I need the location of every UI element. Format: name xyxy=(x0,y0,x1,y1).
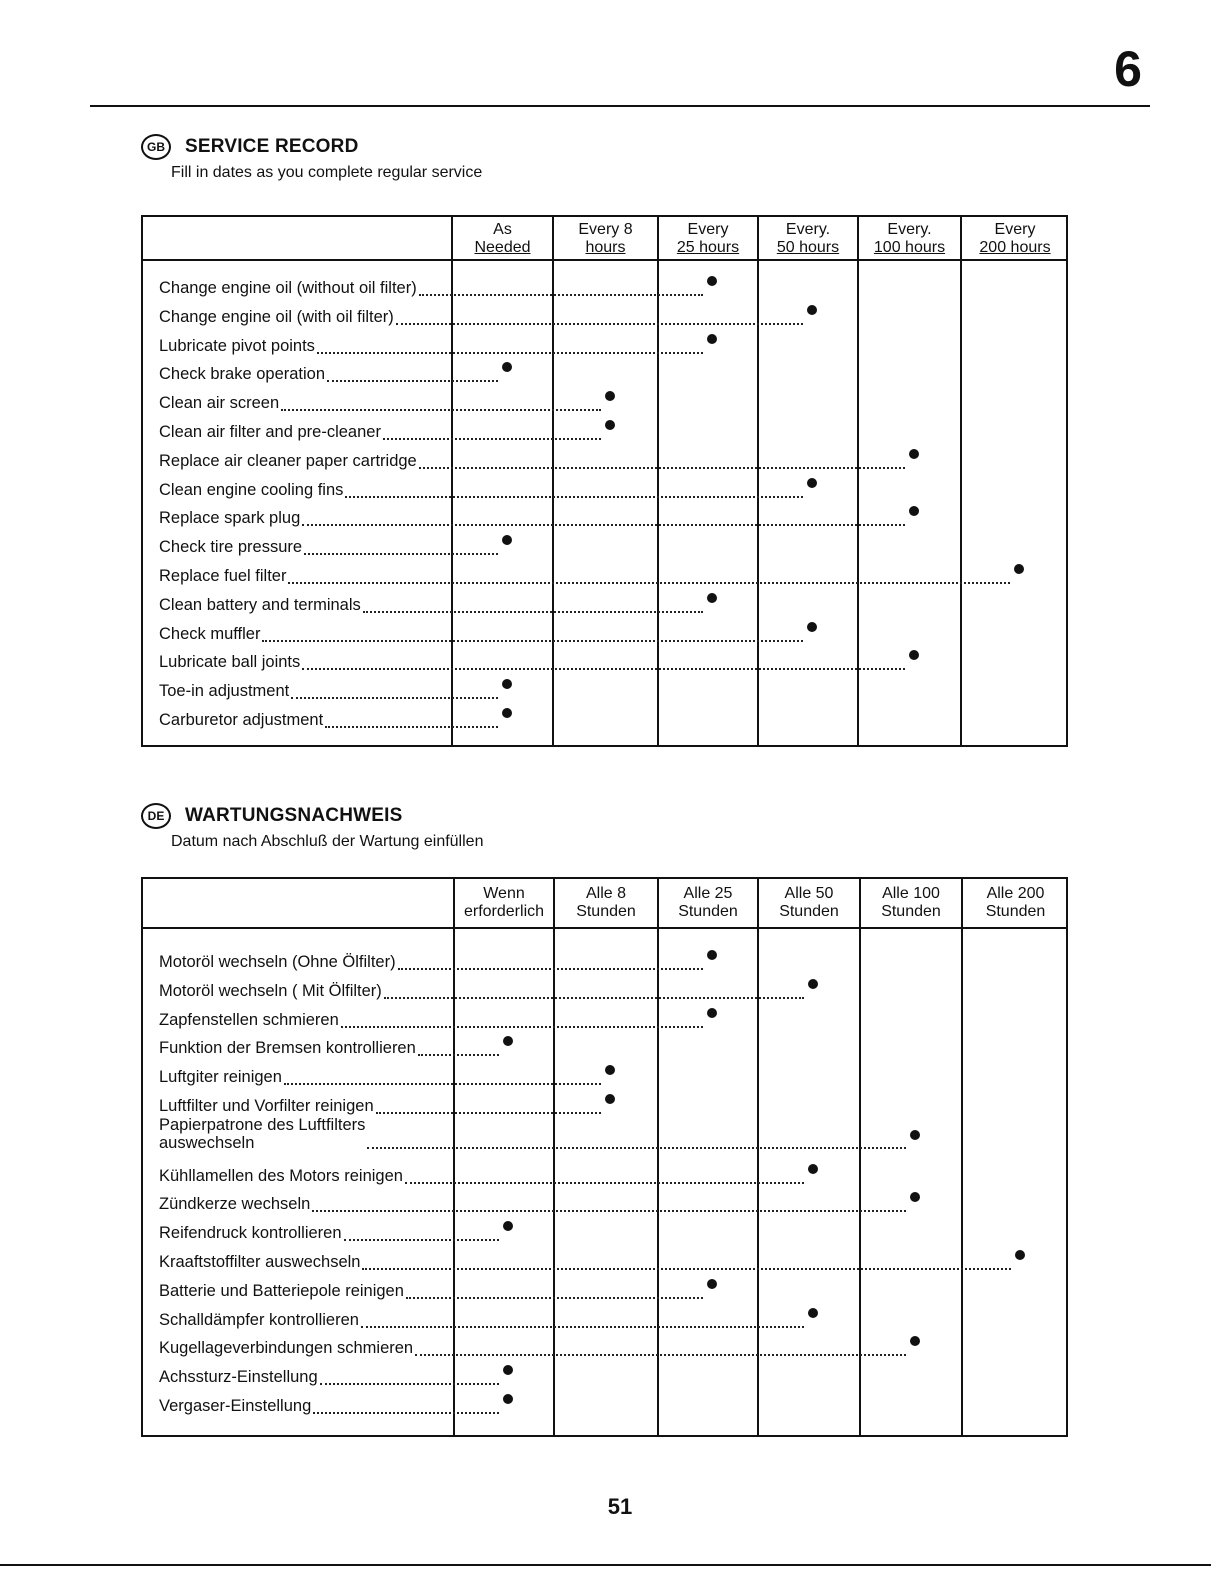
dotted-leader xyxy=(398,968,703,970)
task-label-text: Achssturz-Einstellung xyxy=(159,1368,318,1387)
task-label xyxy=(159,1311,359,1329)
table-row xyxy=(143,361,1066,390)
interval-bullet xyxy=(707,276,717,286)
task-label xyxy=(159,1253,360,1271)
task-label xyxy=(159,279,417,297)
dotted-leader xyxy=(288,582,1010,584)
interval-bullet xyxy=(502,708,512,718)
interval-bullet xyxy=(503,1036,513,1046)
table-row xyxy=(143,477,1066,506)
task-label-text: Clean air screen xyxy=(159,394,280,413)
interval-bullet xyxy=(909,506,919,516)
column-header xyxy=(759,885,859,921)
column-header-line: Every. xyxy=(887,221,932,238)
interval-bullet xyxy=(807,622,817,632)
task-label-text: Zündkerze wechseln xyxy=(159,1195,311,1214)
dotted-leader xyxy=(363,611,703,613)
task-label-text: Luftfilter und Vorfilter reinigen xyxy=(159,1097,374,1115)
section-title: SERVICE RECORD xyxy=(185,136,359,157)
interval-bullet xyxy=(707,950,717,960)
interval-bullet xyxy=(707,334,717,344)
dotted-leader xyxy=(405,1182,804,1184)
column-header-line: Stunden xyxy=(779,903,839,920)
footer-rule xyxy=(0,1564,1211,1566)
task-label-text: Vergaser-Einstellung xyxy=(159,1397,312,1415)
dotted-leader xyxy=(406,1297,703,1299)
table-row xyxy=(143,592,1066,621)
section-heading-de xyxy=(141,803,402,829)
table-row xyxy=(143,390,1066,419)
task-label xyxy=(159,1068,282,1086)
interval-bullet xyxy=(605,391,615,401)
interval-bullet xyxy=(502,535,512,545)
task-label xyxy=(159,1339,413,1357)
interval-bullet xyxy=(502,362,512,372)
column-header-line: 200 hours xyxy=(979,239,1051,256)
task-label xyxy=(159,1368,318,1386)
table-row xyxy=(143,707,1066,736)
interval-bullet xyxy=(808,979,818,989)
dotted-leader xyxy=(302,668,905,670)
dotted-leader xyxy=(302,524,905,526)
column-header-line: Stunden xyxy=(678,903,738,920)
table-row xyxy=(143,1163,1066,1192)
dotted-leader xyxy=(345,496,803,498)
table-row xyxy=(143,1191,1066,1220)
dotted-leader xyxy=(320,1383,499,1385)
column-header xyxy=(759,221,857,257)
task-label-text: Kugellageverbindungen schmieren xyxy=(159,1339,414,1358)
section-subtitle: Datum nach Abschluß der Wartung einfüllen xyxy=(171,833,484,850)
dotted-leader xyxy=(284,1083,601,1085)
task-label-text: Schalldämpfer kontrollieren xyxy=(159,1310,359,1329)
column-header-line: Alle 8 xyxy=(585,885,627,902)
interval-bullet xyxy=(807,478,817,488)
table-row xyxy=(143,1335,1066,1364)
header-rule xyxy=(90,105,1150,107)
task-label-text: Change engine oil (without oil filter) xyxy=(159,279,417,297)
header-divider xyxy=(143,259,1066,261)
column-header-line: Alle 25 xyxy=(683,885,733,902)
table-row xyxy=(143,505,1066,534)
task-label xyxy=(159,1397,311,1415)
dotted-leader xyxy=(341,1026,703,1028)
column-header-line: Alle 100 xyxy=(882,885,940,902)
task-label-text: Carburetor adjustment xyxy=(159,711,324,729)
table-row xyxy=(143,1220,1066,1249)
task-label xyxy=(159,394,279,412)
table-row xyxy=(143,978,1066,1007)
column-header-line: Needed xyxy=(474,239,531,256)
interval-bullet xyxy=(1015,1250,1025,1260)
task-label xyxy=(159,509,300,527)
column-header-line: Alle 200 xyxy=(986,885,1045,902)
table-row xyxy=(143,1249,1066,1278)
section-subtitle: Fill in dates as you complete regular service xyxy=(171,164,483,181)
task-label-text: Lubricate ball joints xyxy=(159,653,301,672)
task-label-text: Papierpatrone des Luftfilters xyxy=(159,1115,366,1134)
task-label-text: Batterie und Batteriepole reinigen xyxy=(159,1281,404,1300)
task-label xyxy=(159,1282,404,1300)
column-header xyxy=(861,885,961,921)
task-label xyxy=(159,481,343,499)
task-label xyxy=(159,625,260,643)
dotted-leader xyxy=(361,1326,804,1328)
interval-bullet xyxy=(1014,564,1024,574)
dotted-leader xyxy=(317,352,703,354)
dotted-leader xyxy=(415,1354,906,1356)
task-label-text: Zapfenstellen schmieren xyxy=(159,1010,339,1029)
task-label xyxy=(159,337,315,355)
task-label xyxy=(159,1039,416,1057)
dotted-leader xyxy=(313,1412,499,1414)
dotted-leader xyxy=(327,380,498,382)
table-row xyxy=(143,275,1066,304)
task-label xyxy=(159,596,361,614)
task-label-text: Kühllamellen des Motors reinigen xyxy=(159,1166,403,1185)
task-label-text: Clean air filter and pre-cleaner xyxy=(159,423,381,441)
dotted-leader xyxy=(362,1268,1011,1270)
section-heading-gb xyxy=(141,134,359,160)
task-label xyxy=(159,567,286,585)
table-row xyxy=(143,1007,1066,1036)
column-header-line: hours xyxy=(585,239,626,256)
column-header-line: Stunden xyxy=(985,903,1046,920)
task-label xyxy=(159,982,382,1000)
interval-bullet xyxy=(605,420,615,430)
task-label-text: Lubricate pivot points xyxy=(159,336,315,355)
table-row xyxy=(143,333,1066,362)
table-row xyxy=(143,1393,1066,1422)
interval-bullet xyxy=(808,1164,818,1174)
task-label-text: Check tire pressure xyxy=(159,538,303,557)
task-label xyxy=(159,711,323,729)
column-header xyxy=(659,885,757,921)
task-label-text: Replace spark plug xyxy=(159,509,301,528)
table-row xyxy=(143,1035,1066,1064)
column-header xyxy=(554,221,657,257)
task-label-text: Check brake operation xyxy=(159,365,326,384)
task-label-text: Replace air cleaner paper cartridge xyxy=(159,451,417,470)
table-row xyxy=(143,1064,1066,1093)
task-label-text: Clean engine cooling fins xyxy=(159,480,344,499)
section-title: WARTUNGSNACHWEIS xyxy=(185,805,403,826)
column-header xyxy=(453,221,552,257)
column-header-line: Every xyxy=(687,221,729,238)
dotted-leader xyxy=(376,1112,601,1114)
task-label xyxy=(159,1167,403,1185)
interval-bullet xyxy=(807,305,817,315)
column-header-line: erforderlich xyxy=(463,903,545,920)
task-label-text: auswechseln xyxy=(159,1133,255,1152)
column-header-line: 100 hours xyxy=(873,239,946,256)
interval-bullet xyxy=(909,449,919,459)
task-label xyxy=(159,1224,342,1242)
interval-bullet xyxy=(910,1192,920,1202)
interval-bullet xyxy=(503,1221,513,1231)
table-row xyxy=(143,678,1066,707)
table-row xyxy=(143,1115,1066,1157)
task-label-text: Luftgiter reinigen xyxy=(159,1068,282,1087)
dotted-leader xyxy=(383,438,601,440)
column-header xyxy=(963,885,1068,921)
flag-gb-icon: GB xyxy=(141,134,171,160)
interval-bullet xyxy=(707,1008,717,1018)
table-row xyxy=(143,534,1066,563)
header-divider xyxy=(143,927,1066,929)
task-label-text: Reifendruck kontrollieren xyxy=(159,1224,342,1243)
table-row xyxy=(143,1364,1066,1393)
task-label xyxy=(159,682,289,700)
dotted-leader xyxy=(419,294,703,296)
task-label-text: Clean battery and terminals xyxy=(159,595,361,614)
column-header-line: Every. xyxy=(785,221,831,238)
interval-bullet xyxy=(910,1336,920,1346)
task-label-text: Kraaftstoffilter auswechseln xyxy=(159,1253,361,1271)
column-header-line: Stunden xyxy=(576,903,636,920)
interval-bullet xyxy=(503,1365,513,1375)
dotted-leader xyxy=(325,726,498,728)
dotted-leader xyxy=(291,697,498,699)
table-row xyxy=(143,304,1066,333)
column-header xyxy=(659,221,757,257)
column-header xyxy=(555,885,657,921)
task-label xyxy=(159,365,325,383)
interval-bullet xyxy=(605,1065,615,1075)
page-number: 51 xyxy=(607,1494,633,1519)
task-label xyxy=(159,1011,339,1029)
chapter-number: 6 xyxy=(1114,41,1142,97)
interval-bullet xyxy=(502,679,512,689)
interval-bullet xyxy=(707,1279,717,1289)
column-header xyxy=(859,221,960,257)
column-header-line: 25 hours xyxy=(676,239,740,256)
task-label-text: Toe-in adjustment xyxy=(159,682,290,701)
task-label-text: Check muffler xyxy=(159,624,261,643)
task-label xyxy=(159,423,381,441)
column-header xyxy=(962,221,1068,257)
column-header-line: As xyxy=(493,221,512,238)
table-row xyxy=(143,621,1066,650)
interval-bullet xyxy=(707,593,717,603)
table-row xyxy=(143,649,1066,678)
dotted-leader xyxy=(312,1210,906,1212)
task-label-text: Replace fuel filter xyxy=(159,567,287,585)
task-label-text: Funktion der Bremsen kontrollieren xyxy=(159,1039,416,1058)
task-label xyxy=(159,1116,365,1152)
task-label xyxy=(159,308,394,326)
dotted-leader xyxy=(344,1239,499,1241)
table-row xyxy=(143,419,1066,448)
interval-bullet xyxy=(503,1394,513,1404)
table-row xyxy=(143,448,1066,477)
dotted-leader xyxy=(262,640,803,642)
task-label xyxy=(159,953,396,971)
column-header-line: Stunden xyxy=(881,903,941,920)
dotted-leader xyxy=(384,997,804,999)
column-header-line: Wenn xyxy=(483,885,525,902)
dotted-leader xyxy=(419,467,905,469)
wartungsnachweis-table xyxy=(141,877,1068,1437)
column-header-line: 50 hours xyxy=(776,239,840,256)
service-record-table xyxy=(141,215,1068,747)
flag-de-icon: DE xyxy=(141,803,171,829)
column-header-line: Every 8 xyxy=(578,221,633,238)
table-row xyxy=(143,1278,1066,1307)
task-label-text: Motoröl wechseln ( Mit Ölfilter) xyxy=(159,981,382,1000)
interval-bullet xyxy=(605,1094,615,1104)
dotted-leader xyxy=(396,323,803,325)
dotted-leader xyxy=(367,1147,906,1149)
dotted-leader xyxy=(304,553,498,555)
column-header-line: Every xyxy=(994,221,1036,238)
task-label xyxy=(159,538,302,556)
dotted-leader xyxy=(418,1054,499,1056)
table-row xyxy=(143,949,1066,978)
table-row xyxy=(143,563,1066,592)
table-row xyxy=(143,1307,1066,1336)
column-header-line: Alle 50 xyxy=(784,885,834,902)
column-header xyxy=(455,885,553,921)
interval-bullet xyxy=(910,1130,920,1140)
interval-bullet xyxy=(909,650,919,660)
dotted-leader xyxy=(281,409,601,411)
task-label xyxy=(159,452,417,470)
interval-bullet xyxy=(808,1308,818,1318)
task-label-text: Motoröl wechseln (Ohne Ölfilter) xyxy=(159,953,396,971)
task-label-text: Change engine oil (with oil filter) xyxy=(159,307,394,326)
task-label xyxy=(159,653,300,671)
task-label xyxy=(159,1097,374,1115)
task-label xyxy=(159,1195,310,1213)
